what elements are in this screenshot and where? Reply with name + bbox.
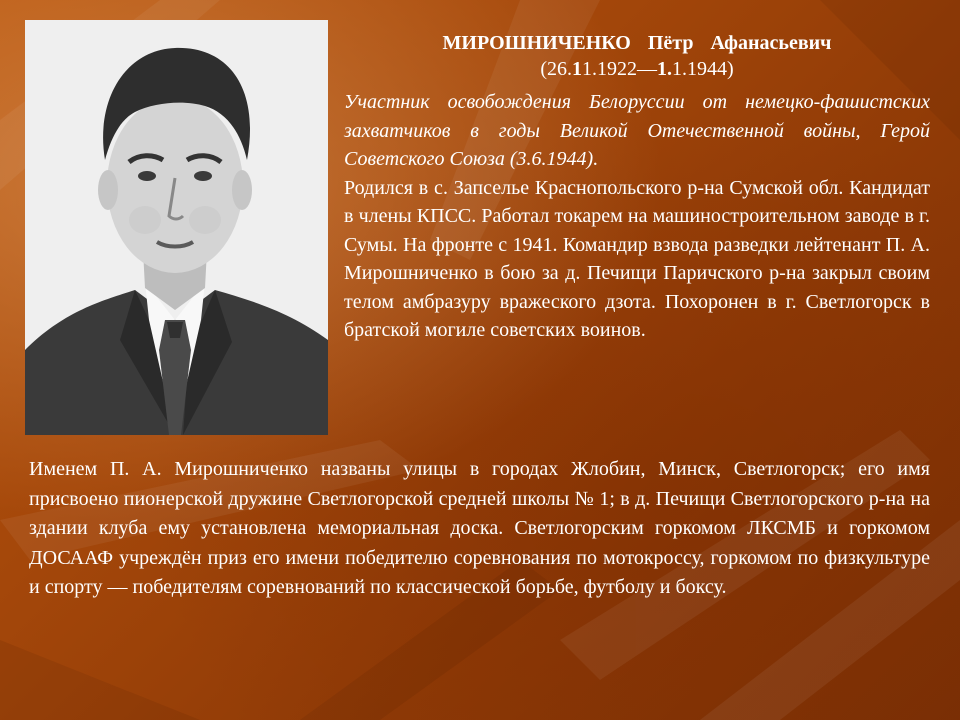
portrait-photo [25, 20, 328, 435]
header [344, 30, 930, 82]
dates-bold-2: 1. [657, 58, 672, 80]
dates-mid: 1.1922— [582, 58, 657, 80]
dates-open: (26. [540, 58, 572, 80]
portrait-illustration [25, 20, 328, 435]
bio-body: Родился в с. Запселье Краснопольского р-на Сумской обл. Кандидат в члены КПСС. Работал токарем на машиностроительном заводе в г. Сумы. На фронте с 1941. Командир взвода разведки лейтенант П. А. Мирошниченко в бою за д. Печищи Паричского р-на закрыл своим телом амбразуру вражеского дзота. Похоронен в г. Светлогорск в братской могиле советских воинов. [344, 176, 930, 341]
dates-end: 1.1944) [672, 58, 734, 80]
biography [344, 88, 930, 345]
life-dates [344, 56, 930, 82]
dates-bold-1: 1 [572, 58, 582, 80]
bio-intro: Участник освобождения Белоруссии от немецко-фашистских захватчиков в годы Великой Отечественной войны, Герой Советского Союза (3.6.1944). [344, 91, 930, 170]
person-name: МИРОШНИЧЕНКО Пётр Афанасьевич [442, 32, 832, 54]
memorial-paragraph: Именем П. А. Мирошниченко названы улицы в городах Жлобин, Минск, Светлогорск; его имя присвоено пионерской дружине Светлогорской средней школы № 1; в д. Печищи Светлогорского р-на на здании клуба ему установлена мемориальная доска. Светлогорским горкомом ЛКСМБ и горкомом ДОСААФ учреждён приз его имени победителю соревнования по мотокроссу, горкомом по физкультуре и спорту — победителям соревнований по классической борьбе, футболу и боксу. [29, 458, 930, 598]
